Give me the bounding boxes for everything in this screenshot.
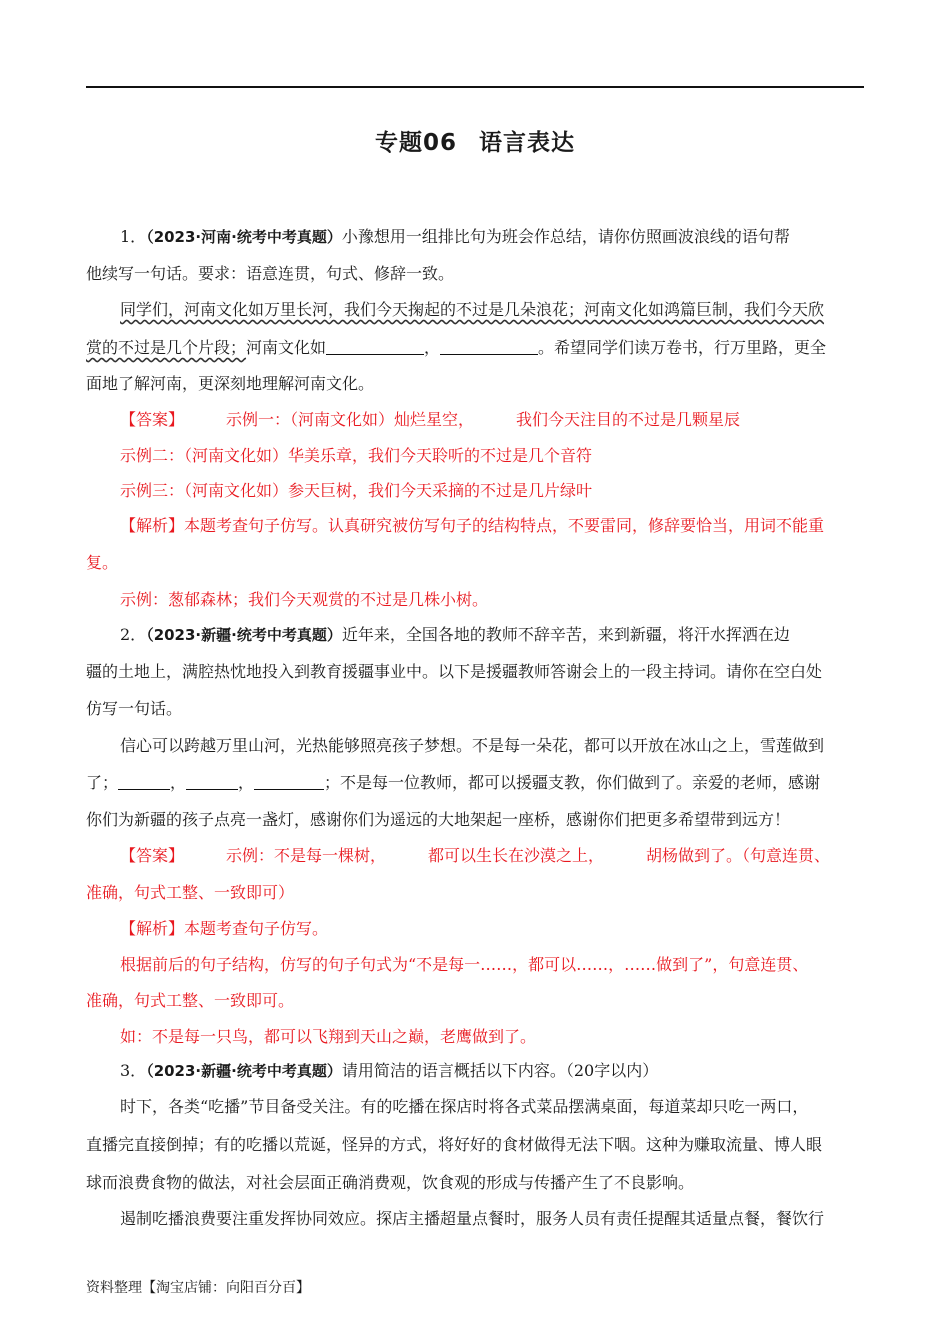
page-title	[0, 124, 950, 157]
q2-example: 如：不是每一只鸟，都可以飞翔到天山之巅，老鹰做到了。	[120, 1027, 537, 1046]
q2-blank-2[interactable]	[186, 773, 238, 790]
q2-stem-line-2: 疆的土地上，满腔热忱地投入到教育援疆事业中。以下是援疆教师答谢会上的一段主持词。请你在空白处	[86, 662, 823, 681]
q3-passage-line-3: 球而浪费食物的做法，对社会层面正确消费观，饮食观的形成与传播产生了不良影响。	[86, 1173, 695, 1192]
q1-answer-example-2: 示例二：（河南文化如）华美乐章，我们今天聆听的不过是几个音符	[120, 446, 593, 465]
q2-answer-line-2: 准确，句式工整、一致即可）	[86, 883, 295, 902]
q2-source: （2023·新疆·统考中考真题）	[146, 626, 342, 644]
q1-number: 1．	[120, 227, 147, 246]
q1-passage-line-2: 赏的不过是几个片段；河南文化如 ， 。希望同学们读万卷书，行万里路，更全	[86, 338, 827, 357]
q3-passage-line-4: 遏制吃播浪费要注重发挥协同效应。探店主播超量点餐时，服务人员有责任提醒其适量点餐，餐饮行	[120, 1209, 825, 1228]
q1-analysis: 【解析】本题考查句子仿写。认真研究被仿写句子的结构特点，不要雷同，修辞要恰当，用词不能重	[120, 516, 825, 535]
q3-source: （2023·新疆·统考中考真题）	[146, 1062, 342, 1080]
q1-stem-line-1: 1．（2023·河南·统考中考真题）小豫想用一组排比句为班会作总结，请你仿照画波浪线的语句帮	[120, 227, 790, 246]
q1-wavy-sentence: 同学们，河南文化如万里长河，我们今天掬起的不过是几朵浪花；河南文化如鸿篇巨制，我们今天欣	[120, 300, 825, 319]
q3-passage-line-2: 直播完直接倒掉；有的吃播以荒诞，怪异的方式，将好好的食材做得无法下咽。这种为赚取流量、博人眼	[86, 1135, 823, 1154]
footer-note: 资料整理【淘宝店铺：向阳百分百】	[86, 1280, 310, 1296]
q2-answer: 【答案】 示例：不是每一棵树， 都可以生长在沙漠之上， 胡杨做到了。（句意连贯、	[120, 846, 831, 865]
q2-blank-1[interactable]	[118, 773, 170, 790]
analysis-tag: 【解析】	[120, 516, 185, 535]
answer-tag: 【答案】	[120, 410, 185, 429]
q1-blank-1[interactable]	[326, 338, 424, 355]
q1-stem-line-2: 他续写一句话。要求：语意连贯，句式、修辞一致。	[86, 264, 455, 283]
q1-answer: 【答案】 示例一：（河南文化如）灿烂星空， 我们今天注目的不过是几颗星辰	[120, 410, 741, 429]
q3-number: 3．	[120, 1061, 147, 1080]
q2-passage-line-2: 了； ， ， ；不是每一位教师，都可以援疆支教，你们做到了。亲爱的老师，感谢	[86, 773, 821, 792]
q2-stem-line-3: 仿写一句话。	[86, 699, 183, 718]
analysis-tag: 【解析】	[120, 919, 185, 938]
q2-detail-line-1: 根据前后的句子结构，仿写的句子句式为“不是每一……，都可以……，……做到了”，句意连贯、	[120, 955, 809, 974]
answer-tag: 【答案】	[120, 846, 185, 865]
q2-analysis: 【解析】本题考查句子仿写。	[120, 919, 329, 938]
q2-stem-line-1: 2．（2023·新疆·统考中考真题）近年来，全国各地的教师不辞辛苦，来到新疆，将汗水挥洒在边	[120, 625, 790, 644]
q1-passage-line-3: 面地了解河南，更深刻地理解河南文化。	[86, 374, 375, 393]
q1-answer-example-3: 示例三：（河南文化如）参天巨树，我们今天采摘的不过是几片绿叶	[120, 481, 593, 500]
q2-blank-3[interactable]	[254, 773, 324, 790]
q2-passage-line-3: 你们为新疆的孩子点亮一盏灯，感谢你们为遥远的大地架起一座桥，感谢你们把更多希望带到远方！	[86, 810, 791, 829]
q1-analysis-line-2: 复。	[86, 553, 119, 572]
title-prefix: 专题06	[374, 130, 457, 156]
q3-passage-line-1: 时下，各类“吃播”节目备受关注。有的吃播在探店时将各式菜品摆满桌面，每道菜却只吃一两口，	[120, 1097, 809, 1116]
q2-number: 2．	[120, 625, 147, 644]
q2-detail-line-2: 准确，句式工整、一致即可。	[86, 991, 295, 1010]
q1-passage-line-1	[120, 300, 864, 320]
title-main: 语言表达	[479, 130, 575, 156]
q2-passage-line-1: 信心可以跨越万里山河，光热能够照亮孩子梦想。不是每一朵花，都可以开放在冰山之上，雪莲做到	[120, 736, 825, 755]
q1-source: （2023·河南·统考中考真题）	[146, 228, 342, 246]
q1-example: 示例：葱郁森林；我们今天观赏的不过是几株小树。	[120, 590, 489, 609]
header-rule	[86, 86, 864, 88]
q3-stem: 3．（2023·新疆·统考中考真题）请用简洁的语言概括以下内容。（20字以内）	[120, 1061, 659, 1080]
q1-blank-2[interactable]	[440, 338, 538, 355]
